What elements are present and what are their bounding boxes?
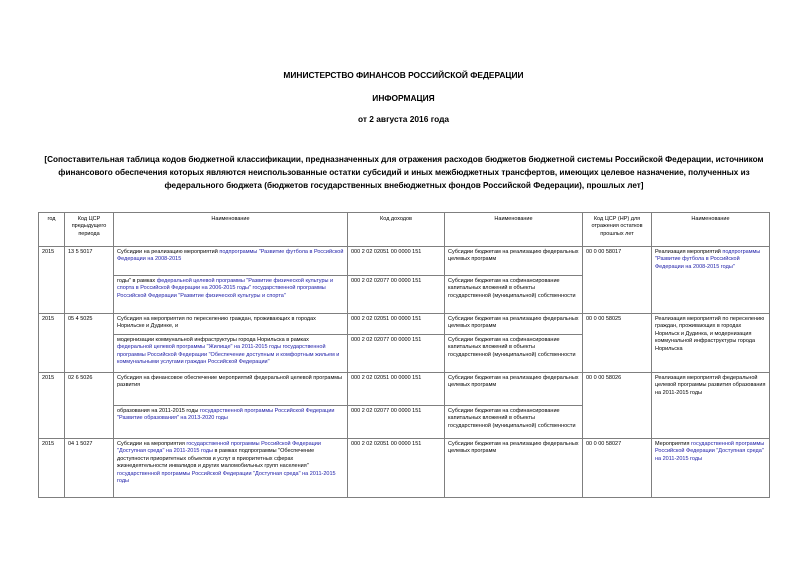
program-link[interactable]: государственной программы Российской Федерации "Развитие образования" на 2013-2020 годы [117,408,335,422]
document-type: ИНФОРМАЦИЯ [372,93,435,103]
table-row [39,373,770,406]
cell-name-1a: Субсидия на финансовое обеспечение мероприятий федеральной целевой программы развития [114,373,348,406]
col-name-2: Наименование [445,213,583,247]
name-text: годы" в рамках [117,278,157,284]
cell-name-3 [652,247,770,314]
program-link[interactable]: государственной программы Российской Федерации "Доступная среда" на 2011-2015 годы [655,441,765,462]
cell-year: 2015 [39,247,65,314]
cell-income-code-b: 000 2 02 02077 00 0000 151 [348,406,445,439]
cell-name-1b [114,406,348,439]
name-text: образования на 2011-2015 годы [117,408,200,414]
cell-name-2a: Субсидии бюджетам на реализацию федеральных целевых программ [445,314,583,335]
col-csr-prev: Код ЦСР предыдущего периода [65,213,114,247]
program-link[interactable]: подпрограммы "Развитие футбола в Российской Федерации на 2008-2015 [117,249,344,263]
program-link[interactable]: государственной программы Российской Федерации "Доступная среда" на 2011-2015 годы [117,470,336,485]
table-row [39,247,770,276]
cell-income-code-b: 000 2 02 02077 00 0000 151 [348,335,445,373]
cell-csr-nr: 00 0 00 58025 [583,314,652,373]
name-text: модернизации коммунальной инфраструктуры города Норильска в рамках [117,337,309,343]
cell-name-3: Реализация мероприятий по переселению граждан, проживающих в городах Норильск и Дудинка, и модернизация коммунальной инфраструктуры города Норильска [652,314,770,373]
cell-name-2a: Субсидии бюджетам на реализацию федеральных целевых программ [445,247,583,276]
document-subtitle: [Сопоставительная таблица кодов бюджетной классификации, предназначенных для отражения расходов бюджетов бюджетной системы Российской Федерации, источником финансового обеспечения которых являются неиспользованные остатки субсидий и иных межбюджетных трансфертов, имеющих целевое назначение, полученных из федерального бюджета (бюджетов государственных внебюджетных фондов Российской Федерации), прошлых лет] [44,155,764,190]
cell-year: 2015 [39,439,65,498]
col-csr-nr: Код ЦСР (НР) для отражения остатков прошлых лет [583,213,652,247]
col-income-code: Код доходов [348,213,445,247]
name-text: Субсидии на реализацию мероприятий [117,249,220,255]
cell-csr: 05 4 5025 [65,314,114,373]
cell-csr: 04 1 5027 [65,439,114,498]
table-row [39,439,770,498]
program-link[interactable]: федеральной целевой программы "Жилище" на 2011-2015 годы государственной программы Российской Федерации "Обеспечение доступным и комфортным жильем и коммунальными услугами граждан Российской Федерации" [117,344,340,366]
col-year: год [39,213,65,247]
cell-name-3 [652,439,770,498]
cell-year: 2015 [39,373,65,439]
cell-name-1b [114,335,348,373]
cell-income-code-a: 000 2 02 02051 00 0000 151 [348,373,445,406]
cell-name-2b: Субсидии бюджетам на софинансирование капитальных вложений в объекты государственной (муниципальной) собственности [445,406,583,439]
cell-name-1 [114,439,348,498]
cell-name-2b: Субсидии бюджетам на софинансирование капитальных вложений в объекты государственной (муниципальной) собственности [445,276,583,314]
cell-csr: 13 5 5017 [65,247,114,314]
table-header-row [39,213,770,247]
col-name-1: Наименование [114,213,348,247]
cell-income-code-a: 000 2 02 02051 00 0000 151 [348,314,445,335]
name-text: Субсидии на мероприятия [117,441,187,447]
name-text: в рамках подпрограммы "Обеспечение доступности приоритетных объектов и услуг в приоритетных сферах жизнедеятельности инвалидов и других маломобильных групп населения" [117,448,315,470]
cell-income-code-b: 000 2 02 02077 00 0000 151 [348,276,445,314]
cell-name-2a: Субсидии бюджетам на реализацию федеральных целевых программ [445,373,583,406]
cell-name-2b: Субсидии бюджетам на софинансирование капитальных вложений в объекты государственной (муниципальной) собственности [445,335,583,373]
program-link[interactable]: федеральной целевой программы "Развитие физической культуры и спорта в Российской Федерации на 2006-2015 годы" государственной программы Российской Федерации "Развитие физической культуры и спорта" [117,278,334,299]
comparison-table [38,212,770,498]
col-name-3: Наименование [652,213,770,247]
cell-name-1a: Субсидия на мероприятия по переселению граждан, проживающих в городах Норильске и Дудинке, и [114,314,348,335]
ministry-title: МИНИСТЕРСТВО ФИНАНСОВ РОССИЙСКОЙ ФЕДЕРАЦИИ [283,70,524,80]
cell-income-code-a: 000 2 02 02051 00 0000 151 [348,247,445,276]
name-text: Реализация мероприятий [655,249,723,255]
cell-csr-nr: 00 0 00 58027 [583,439,652,498]
table-row [39,314,770,335]
cell-csr-nr: 00 0 00 58017 [583,247,652,314]
cell-name-1b [114,276,348,314]
name-text: Мероприятия [655,441,692,447]
cell-income-code-a: 000 2 02 02051 00 0000 151 [348,439,445,498]
program-link[interactable]: государственной программы Российской Федерации "Доступная среда" на 2011-2015 годы [117,441,321,455]
cell-year: 2015 [39,314,65,373]
cell-name-1a [114,247,348,276]
cell-csr-nr: 00 0 00 58026 [583,373,652,439]
cell-name-3: Реализация мероприятий федеральной целевой программы развития образования на 2011-2015 годы [652,373,770,439]
program-link[interactable]: подпрограммы "Развитие футбола в Российской Федерации на 2008-2015 годы" [655,249,761,270]
document-date: от 2 августа 2016 года [357,114,450,124]
cell-csr: 02 6 5026 [65,373,114,439]
cell-name-2a: Субсидии бюджетам на реализацию федеральных целевых программ [445,439,583,498]
